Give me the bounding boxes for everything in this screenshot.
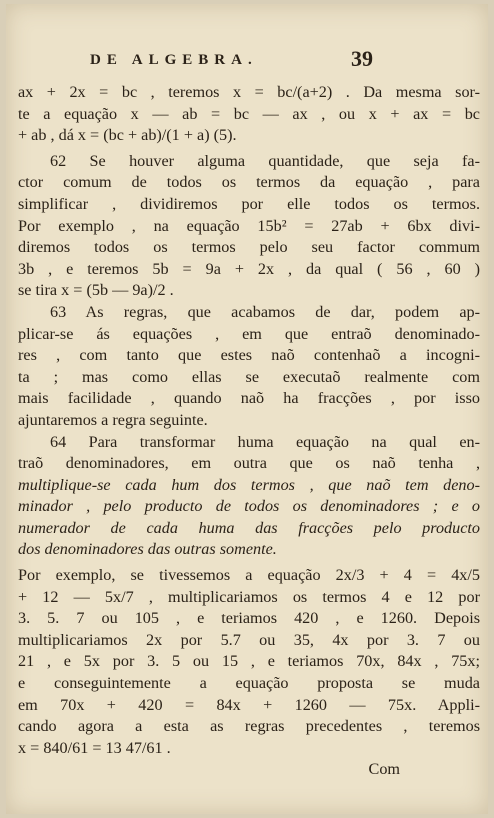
italic-rule-line: multiplique-se cada hum dos termos , que naõ tem deno-	[18, 475, 480, 494]
text-line: e conseguintemente a equação proposta se muda	[18, 674, 480, 693]
italic-rule-line: minador , pelo producto de todos os denominadores ; e o	[18, 497, 480, 516]
text-line: x = 840/61 = 13 47/61 .	[18, 738, 171, 757]
text-line: se tira x = (5b — 9a)/2 .	[18, 281, 174, 300]
catchword: Com	[368, 760, 400, 779]
page-body	[18, 82, 480, 781]
paragraph-63-start: 63 As regras, que acabamos de dar, podem ap-	[50, 302, 480, 321]
text-line: cando agora a esta as regras precedentes , teremos	[18, 717, 480, 736]
italic-rule-line: dos denominadores das outras somente.	[18, 540, 277, 559]
text-line: ax + 2x = bc , teremos x = bc/(a+2) . Da mesma sor-	[18, 83, 480, 101]
paragraph-62-start: 62 Se houver alguma quantidade, que seja fa-	[50, 151, 480, 170]
text-line: 21 , e 5x por 3. 5 ou 15 , e teriamos 70x, 84x , 75x;	[18, 652, 480, 671]
italic-rule-line: numerador de cada huma das fracções pelo producto	[18, 518, 480, 537]
text-line: diremos todos os termos pelo seu factor commum	[18, 238, 480, 257]
text-line: 3b , e teremos 5b = 9a + 2x , da qual ( 56 , 60 )	[18, 259, 480, 278]
text-line: em 70x + 420 = 84x + 1260 — 75x. Appli-	[18, 695, 480, 714]
text-line: 3. 5. 7 ou 105 , e teriamos 420 , e 1260. Depois	[18, 609, 480, 628]
running-header: DE ALGEBRA.	[90, 52, 258, 68]
text-line: + ab , dá x = (bc + ab)/(1 + a) (5).	[18, 126, 237, 145]
text-line: ta ; mas como ellas se executaõ realmente com	[18, 367, 480, 386]
text-line: ajuntaremos a regra seguinte.	[18, 410, 208, 429]
text-line: Por exemplo, se tivessemos a equação 2x/3 + 4 = 4x/5	[18, 566, 480, 585]
page-number: 39	[351, 46, 373, 71]
book-page	[6, 4, 488, 814]
text-line: ctor comum de todos os termos da equação , para	[18, 173, 480, 192]
text-line: + 12 — 5x/7 , multiplicariamos os termos 4 e 12 por	[18, 587, 480, 606]
paragraph-64-start: 64 Para transformar huma equação na qual en-	[50, 432, 480, 451]
text-line: traõ denominadores, em outra que os naõ tenha ,	[18, 454, 480, 473]
text-line: plicar-se ás equações , em que entraõ denominado-	[18, 324, 480, 343]
text-line: Por exemplo , na equação 15b² = 27ab + 6bx divi-	[18, 216, 480, 235]
text-line: te a equação x — ab = bc — ax , ou x + ax = bc	[18, 104, 480, 123]
text-line: multiplicariamos 2x por 5.7 ou 35, 4x por 3. 7 ou	[18, 630, 480, 649]
text-line: simplificar , dividiremos por elle todos os termos.	[18, 194, 480, 213]
text-line: res , com tanto que estes naõ contenhaõ a incogni-	[18, 346, 480, 365]
text-line: mais facilidade , quando naõ ha fracções , por isso	[18, 389, 480, 408]
